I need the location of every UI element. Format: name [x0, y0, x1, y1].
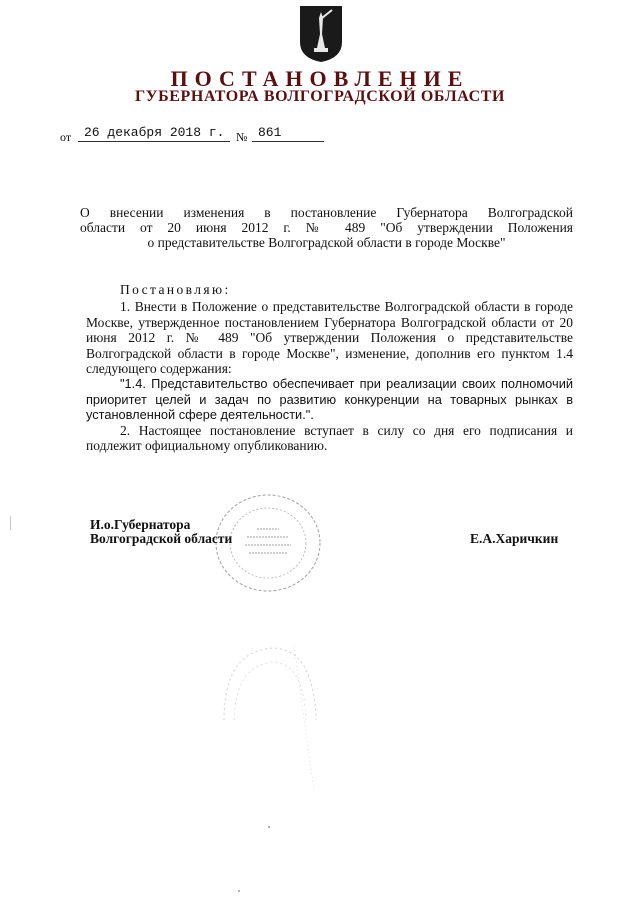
registration-line [60, 124, 360, 146]
signatory-position-line-2: Волгоградской области [90, 531, 233, 546]
subject-line-1: О внесении изменения в постановление Губернатора Волгоградской [80, 205, 573, 220]
resolution-lead: Постановляю: [120, 282, 231, 297]
document-subject [80, 205, 573, 250]
subject-line-3: о представительстве Волгоградской области в городе Москве" [147, 235, 506, 250]
document-date: 26 декабря 2018 г. [78, 124, 230, 142]
resolution-quote: "1.4. Представительство обеспечивает при реализации своих полномочий приоритет целей и задач по развитию конкуренции на товарных рынках в установленной сфере деятельности.". [86, 376, 573, 423]
document-subtitle: ГУБЕРНАТОРА ВОЛГОГРАДСКОЙ ОБЛАСТИ [134, 88, 506, 105]
signatory-position-line-1: И.о.Губернатора [90, 517, 191, 532]
scan-speck [238, 890, 240, 892]
document-title: ПОСТАНОВЛЕНИЕ [170, 66, 470, 91]
document-body [86, 282, 573, 453]
faint-seal-imprint-icon [214, 640, 324, 800]
document-number: 861 [252, 124, 324, 142]
signatory-position [90, 518, 232, 546]
date-from-label: от [60, 130, 72, 144]
signatory-name: Е.А.Харичкин [470, 531, 559, 546]
resolution-item-2: 2. Настоящее постановление вступает в силу со дня его подписания и подлежит официальному опубликованию. [86, 422, 573, 454]
subject-line-2: области от 20 июня 2012 г. № 489 "Об утверждении Положения [80, 220, 573, 235]
volgograd-emblem-icon [298, 4, 344, 64]
scan-speck [268, 826, 270, 828]
scan-mark [10, 516, 11, 530]
number-label: № [236, 130, 248, 144]
resolution-item-1: 1. Внести в Положение о представительстве Волгоградской области в городе Москве, утвержденное постановлением Губернатора Волгоградской области от 20 июня 2012 г. № 489 "Об утверждении Положения о представительстве Волгоградской области в городе Москве", изменение, дополнив его пунктом 1.4 следующего содержания: [86, 299, 573, 377]
